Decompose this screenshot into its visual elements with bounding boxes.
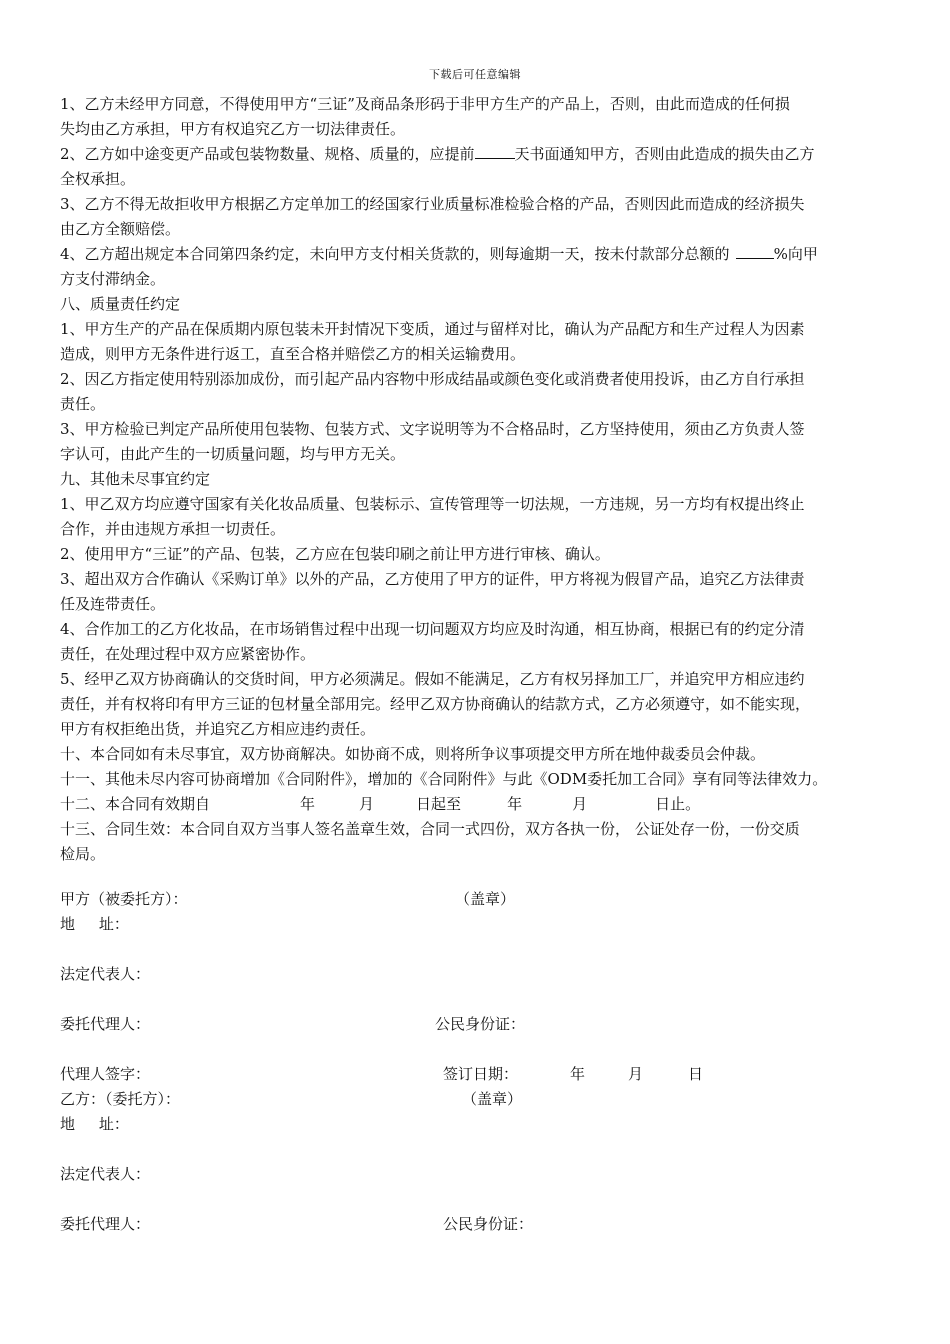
- validity-prefix: 十二、本合同有效期自: [60, 795, 211, 813]
- party-a-title: 甲方（被委托方）：: [60, 890, 188, 908]
- clause-line: 检局。: [60, 845, 106, 863]
- validity-day-to: 日止。: [655, 795, 701, 813]
- party-b-id-card: 公民身份证：: [443, 1215, 534, 1233]
- clause-line: 3、超出双方合作确认《采购订单》以外的产品，乙方使用了甲方的证件，甲方将视为假冒产品，追究乙方法律责: [60, 570, 805, 588]
- clause-line: 责任。: [60, 395, 106, 413]
- days-blank: [475, 144, 515, 159]
- clause-13-effect: [60, 817, 896, 867]
- clause-7-1: [60, 92, 896, 142]
- clause-line: [60, 142, 896, 167]
- section-heading-9: 九、其他未尽事宜约定: [60, 470, 211, 488]
- party-a-legal-rep: 法定代表人：: [60, 965, 151, 983]
- clause-text: %向甲: [773, 245, 818, 263]
- clause-text: 天书面通知甲方，否则由此造成的损失由乙方: [514, 145, 815, 163]
- clause-line: 造成，则甲方无条件进行返工，直至合格并赔偿乙方的相关运输费用。: [60, 345, 526, 363]
- sign-date-day: 日: [688, 1065, 704, 1083]
- clause-line: 字认可，由此产生的一切质量问题，均与甲方无关。: [60, 445, 406, 463]
- clause-7-3: [60, 192, 896, 242]
- party-a-seal: （盖章）: [455, 890, 516, 908]
- clause-line: 4、合作加工的乙方化妆品，在市场销售过程中出现一切问题双方均应及时沟通，相互协商，根据已有的约定分清: [60, 620, 805, 638]
- party-a-agent: 委托代理人：: [60, 1015, 151, 1033]
- header-note: 下载后可任意编辑: [429, 68, 521, 81]
- clause-line: 1、甲方生产的产品在保质期内原包装未开封情况下变质，通过与留样对比，确认为产品配方和生产过程人为因素: [60, 320, 805, 338]
- sign-date-label: 签订日期：: [443, 1065, 519, 1083]
- validity-year-to: 年: [507, 795, 523, 813]
- validity-month-from: 月: [359, 795, 375, 813]
- clause-line: 责任，在处理过程中双方应紧密协作。: [60, 645, 316, 663]
- clause-11: 十一、其他未尽内容可协商增加《合同附件》，增加的《合同附件》与此《ODM委托加工合同》享有同等法律效力。: [60, 770, 828, 788]
- clause-line: 方支付滞纳金。: [60, 270, 166, 288]
- clause-line: 2、因乙方指定使用特别添加成份，而引起产品内容物中形成结晶或颜色变化或消费者使用投诉，由乙方自行承担: [60, 370, 805, 388]
- clause-7-4: [60, 242, 896, 292]
- clause-9-4: [60, 617, 896, 667]
- validity-day-from: 日起至: [416, 795, 462, 813]
- party-b-legal-rep: 法定代表人：: [60, 1165, 151, 1183]
- party-a-agent-signature: 代理人签字：: [60, 1065, 151, 1083]
- clause-line: [60, 242, 896, 267]
- clause-line: 由乙方全额赔偿。: [60, 220, 181, 238]
- party-b-seal: （盖章）: [462, 1090, 523, 1108]
- clause-line: 全权承担。: [60, 170, 136, 188]
- clause-text: 4、乙方超出规定本合同第四条约定，未向甲方支付相关货款的，则每逾期一天，按未付款部分总额的: [60, 245, 730, 263]
- clause-9-1: [60, 492, 896, 542]
- clause-8-1: [60, 317, 896, 367]
- clause-8-2: [60, 367, 896, 417]
- party-b-title: 乙方：（委托方）：: [60, 1090, 181, 1108]
- clause-line: 1、甲乙双方均应遵守国家有关化妆品质量、包装标示、宣传管理等一切法规，一方违规，另一方均有权提出终止: [60, 495, 805, 513]
- clause-line: 任及连带责任。: [60, 595, 166, 613]
- section-heading-8: 八、质量责任约定: [60, 295, 181, 313]
- contract-body: [60, 92, 896, 867]
- clause-line: 失均由乙方承担，甲方有权追究乙方一切法律责任。: [60, 120, 406, 138]
- clause-10: 十、本合同如有未尽事宜，双方协商解决。如协商不成，则将所争议事项提交甲方所在地仲裁委员会仲裁。: [60, 745, 766, 763]
- party-b-agent: 委托代理人：: [60, 1215, 151, 1233]
- clause-9-2: 2、使用甲方“三证”的产品、包装，乙方应在包装印刷之前让甲方进行审核、确认。: [60, 545, 610, 563]
- clause-9-3: [60, 567, 896, 617]
- clause-line: 1、乙方未经甲方同意，不得使用甲方“三证”及商品条形码于非甲方生产的产品上，否则，由此而造成的任何损: [60, 95, 790, 113]
- clause-line: 5、经甲乙双方协商确认的交货时间，甲方必须满足。假如不能满足，乙方有权另择加工厂，并追究甲方相应违约: [60, 670, 805, 688]
- clause-line: 责任，并有权将印有甲方三证的包材量全部用完。经甲乙双方协商确认的结款方式，乙方必须遵守，如不能实现，: [60, 695, 811, 713]
- clause-8-3: [60, 417, 896, 467]
- sign-date-year: 年: [570, 1065, 586, 1083]
- percent-blank: [736, 244, 774, 259]
- clause-line: 甲方有权拒绝出货，并追究乙方相应违约责任。: [60, 720, 376, 738]
- validity-month-to: 月: [572, 795, 588, 813]
- party-a-id-card: 公民身份证：: [435, 1015, 526, 1033]
- party-b-address: 地 址：: [60, 1115, 129, 1133]
- party-a-address: 地 址：: [60, 915, 129, 933]
- clause-text: 2、乙方如中途变更产品或包装物数量、规格、质量的，应提前: [60, 145, 475, 163]
- clause-line: 合作，并由违规方承担一切责任。: [60, 520, 286, 538]
- clause-line: 3、乙方不得无故拒收甲方根据乙方定单加工的经国家行业质量标准检验合格的产品，否则因此而造成的经济损失: [60, 195, 805, 213]
- validity-year-from: 年: [300, 795, 316, 813]
- sign-date-month: 月: [628, 1065, 644, 1083]
- clause-line: 十三、合同生效：本合同自双方当事人签名盖章生效，合同一式四份，双方各执一份， 公证处存一份，一份交质: [60, 820, 800, 838]
- clause-9-5: [60, 667, 896, 742]
- clause-12-validity: [60, 792, 896, 817]
- clause-line: 3、甲方检验已判定产品所使用包装物、包装方式、文字说明等为不合格品时，乙方坚持使用，须由乙方负责人签: [60, 420, 805, 438]
- clause-7-2: [60, 142, 896, 192]
